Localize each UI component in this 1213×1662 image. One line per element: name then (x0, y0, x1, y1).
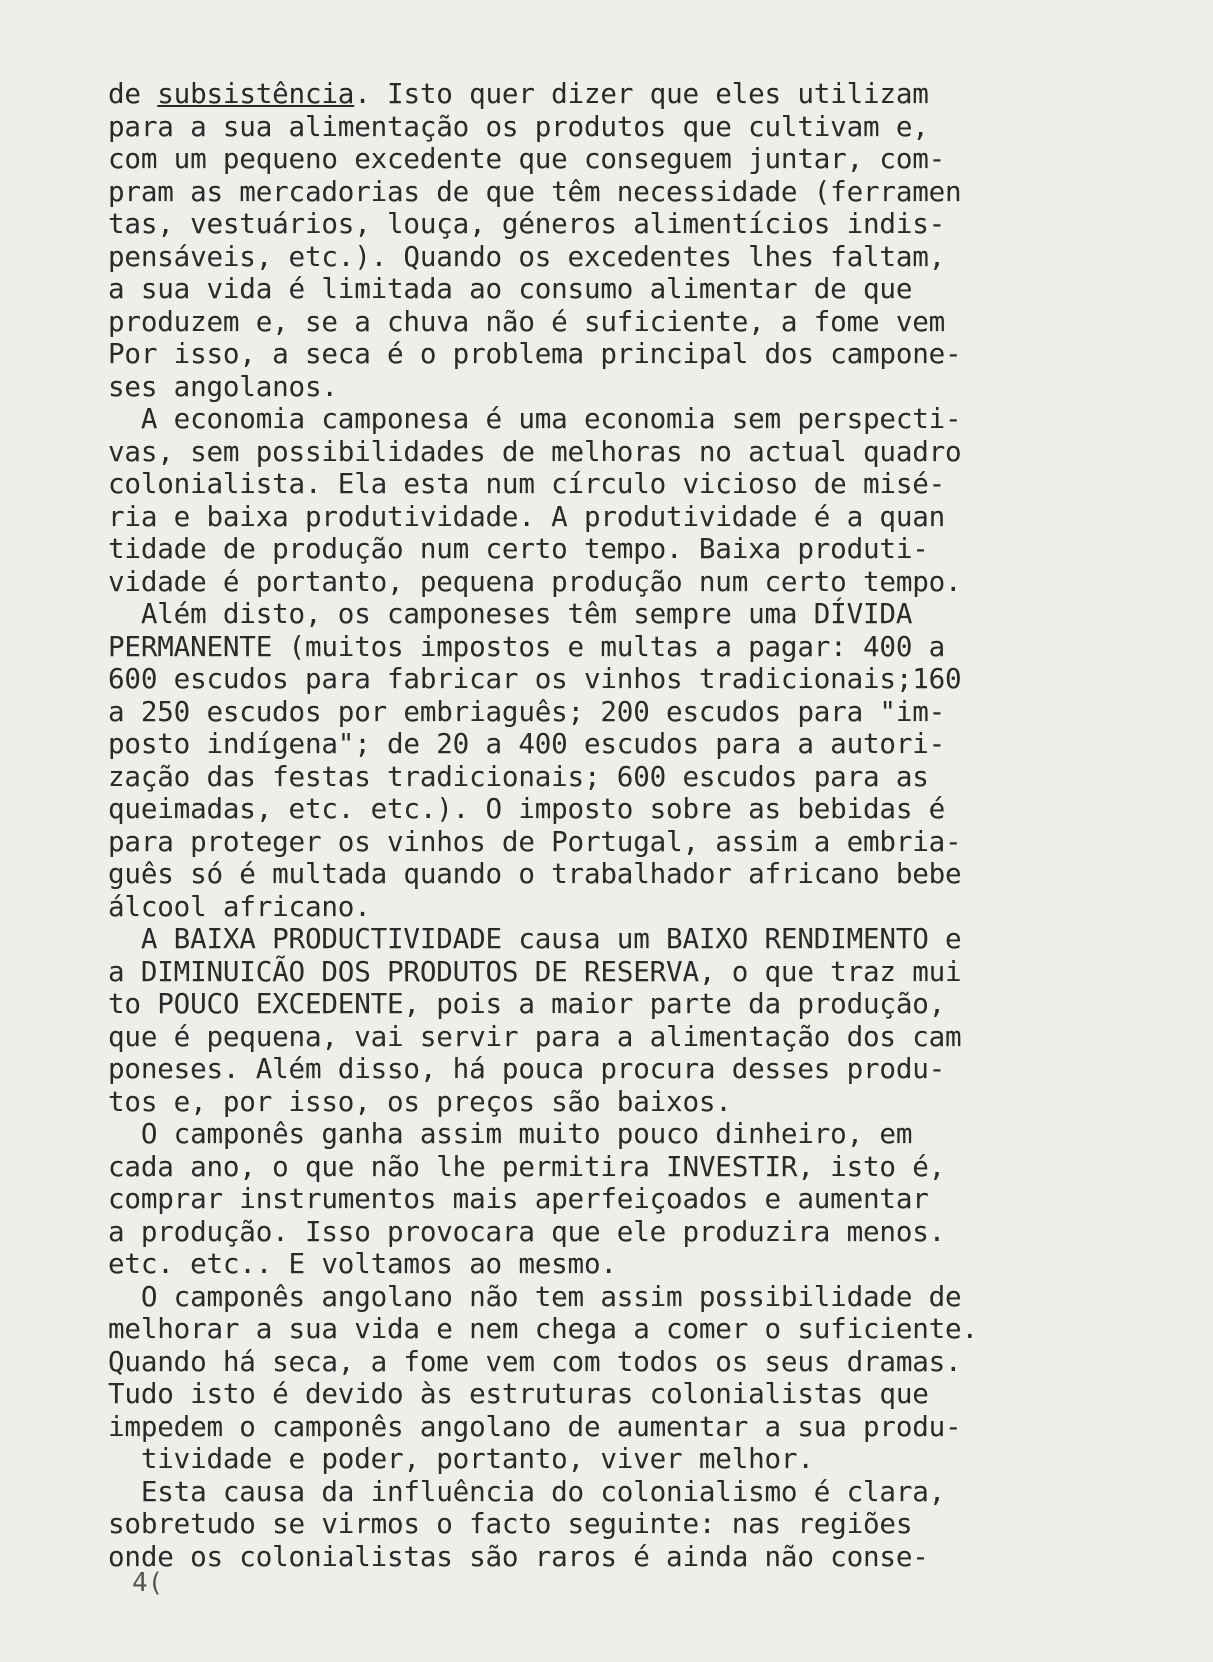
text-line: A BAIXA PRODUCTIVIDADE causa um BAIXO RENDIMENTO e (108, 922, 962, 955)
text-line: para a sua alimentação os produtos que cultivam e, (108, 109, 929, 143)
text-line: guês só é multada quando o trabalhador africano bebe (108, 857, 962, 890)
text-line: zação das festas tradicionais; 600 escudos para as (108, 759, 929, 793)
text-line: pram as mercadorias de que têm necessidade (ferramen (108, 174, 962, 208)
text-line: com um pequeno excedente que conseguem juntar, com- (108, 142, 946, 175)
text-line: 600 escudos para fabricar os vinhos tradicionais;160 (108, 662, 962, 695)
text-line: tidade de produção num certo tempo. Baixa produti- (108, 532, 929, 565)
text-line: PERMANENTE (muitos impostos e multas a pagar: 400 a (108, 629, 946, 663)
text-line: vas, sem possibilidades de melhoras no actual quadro (108, 434, 962, 468)
text-line: ria e baixa produtividade. A produtividade é a quan (108, 499, 946, 533)
text-line: melhorar a sua vida e nem chega a comer o suficiente. (108, 1312, 978, 1345)
text-line: Por isso, a seca é o problema principal dos campone- (108, 337, 962, 370)
body-text (108, 78, 1148, 1573)
text-line: impedem o camponês angolano de aumentar a sua produ- (108, 1409, 962, 1443)
text-line: queimadas, etc. etc.). O imposto sobre as bebidas é (108, 792, 946, 825)
text-line: tividade e poder, portanto, viver melhor. (108, 1442, 814, 1475)
text-line: O camponês angolano não tem assim possibilidade de (108, 1279, 962, 1313)
text-line: Tudo isto é devido às estruturas colonialistas que (108, 1377, 929, 1410)
text-line: Esta causa da influência do colonialismo é clara, (108, 1474, 946, 1508)
text-line: tos e, por isso, os preços são baixos. (108, 1084, 732, 1118)
text-line: para proteger os vinhos de Portugal, assim a embria- (108, 824, 962, 858)
text-line: vidade é portanto, pequena produção num certo tempo. (108, 564, 962, 598)
text-line: comprar instrumentos mais aperfeiçoados e aumentar (108, 1182, 929, 1215)
text-line: álcool africano. (108, 889, 371, 923)
text-line: produzem e, se a chuva não é suficiente, a fome vem (108, 304, 946, 338)
text-line: pensáveis, etc.). Quando os excedentes lhes faltam, (108, 239, 946, 273)
underlined-word: subsistência (157, 77, 355, 110)
text-line: de subsistência. Isto quer dizer que eles utilizam (108, 77, 929, 110)
text-line: to POUCO EXCEDENTE, pois a maior parte da produção, (108, 987, 946, 1020)
text-line: a DIMINUICÃO DOS PRODUTOS DE RESERVA, o que traz mui (108, 954, 962, 988)
text-line: sobretudo se virmos o facto seguinte: nas regiões (108, 1507, 913, 1540)
text-line: posto indígena"; de 20 a 400 escudos para a autori- (108, 727, 946, 760)
text-line: ses angolanos. (108, 369, 338, 403)
text-line: a produção. Isso provocara que ele produzira menos. (108, 1214, 946, 1248)
text-line: poneses. Além disso, há pouca procura desses produ- (108, 1052, 946, 1085)
text-line: colonialista. Ela esta num círculo vicioso de misé- (108, 467, 946, 500)
text-line: a 250 escudos por embriaguês; 200 escudos para "im- (108, 694, 946, 728)
text-line: tas, vestuários, louça, géneros alimentícios indis- (108, 207, 946, 240)
text-line: onde os colonialistas são raros é ainda não conse- (108, 1539, 929, 1573)
text-line: Além disto, os camponeses têm sempre uma DÍVIDA (108, 597, 913, 630)
text-line: A economia camponesa é uma economia sem perspecti- (108, 402, 962, 435)
text-line: etc. etc.. E voltamos ao mesmo. (108, 1247, 617, 1280)
text-line: cada ano, o que não lhe permitira INVESTIR, isto é, (108, 1149, 946, 1183)
text-line: O camponês ganha assim muito pouco dinheiro, em (108, 1117, 913, 1150)
text-line: que é pequena, vai servir para a alimentação dos cam (108, 1019, 962, 1053)
page-number: 4( (132, 1568, 164, 1598)
text-line: a sua vida é limitada ao consumo alimentar de que (108, 272, 913, 305)
text-line: Quando há seca, a fome vem com todos os seus dramas. (108, 1344, 962, 1378)
